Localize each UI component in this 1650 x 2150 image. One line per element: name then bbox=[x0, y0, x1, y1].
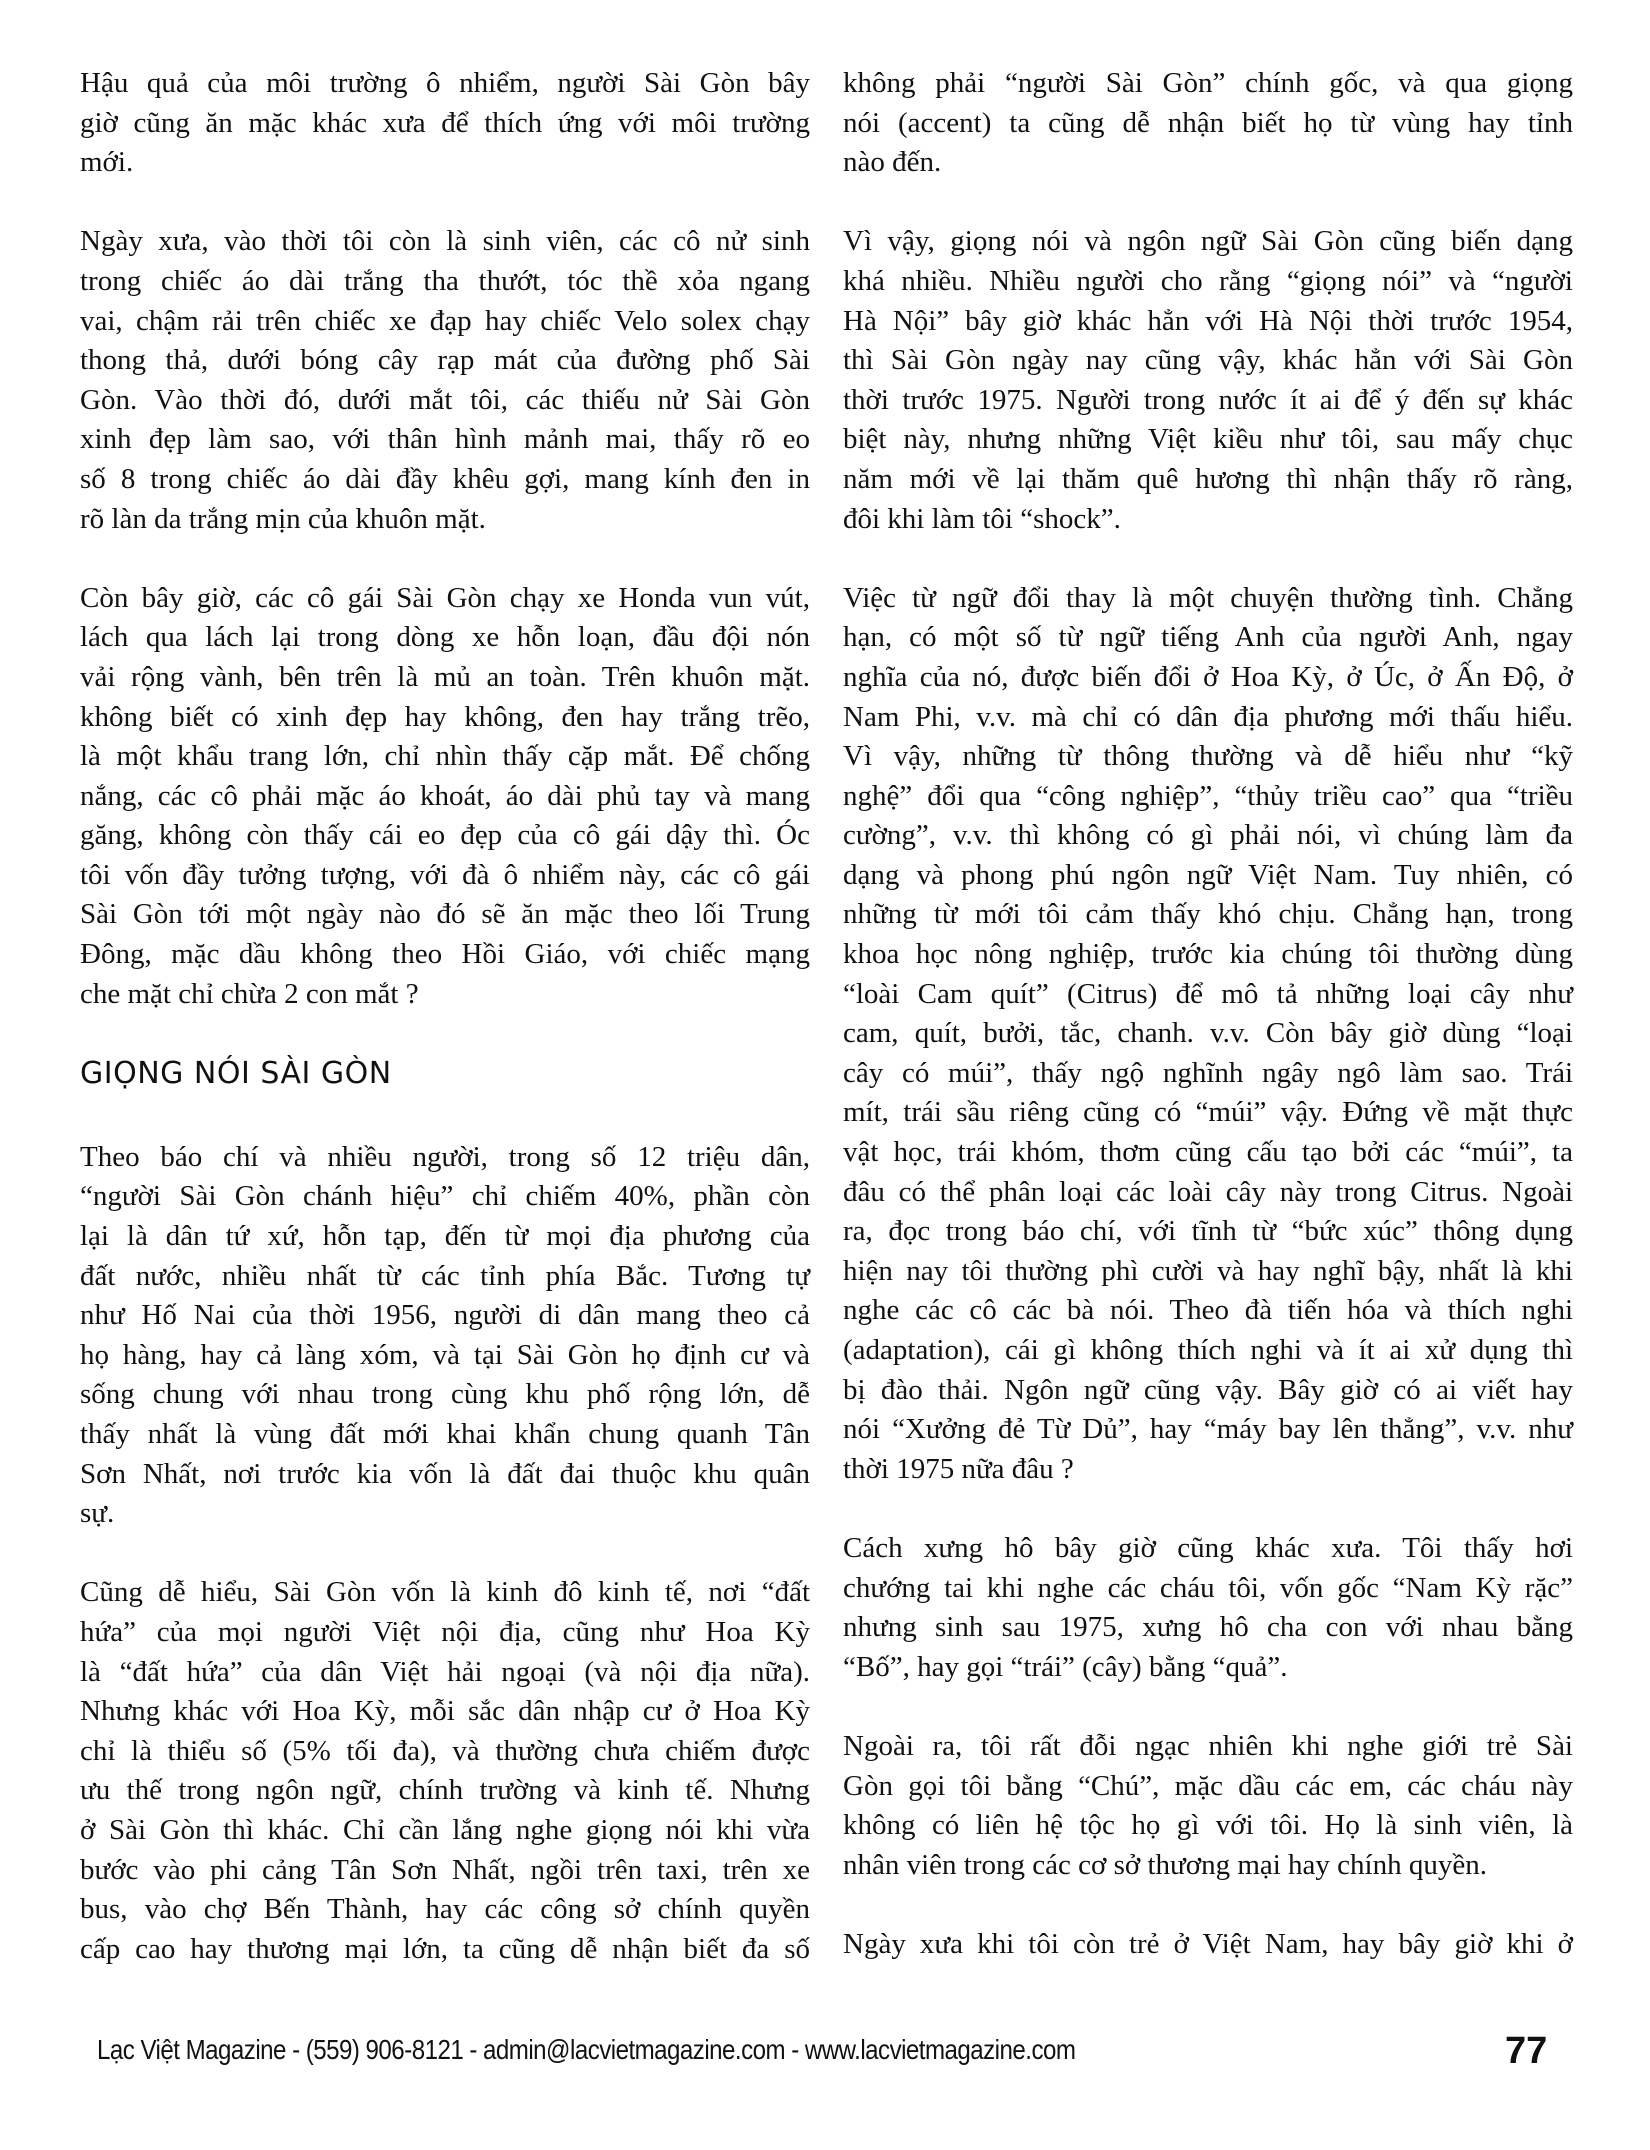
text-line-content: xinh đẹp làm sao, với thân hình mảnh mai, thấy rõ eo bbox=[80, 423, 810, 456]
text-line-content: “loài Cam quít” (Citrus) để mô tả những loại cây như bbox=[843, 977, 1573, 1010]
text-line-content: là “đất hứa” của dân Việt hải ngoại (và nội địa nữa). bbox=[80, 1655, 810, 1688]
text-line bbox=[80, 658, 810, 698]
text-line-content: ưu thế trong ngôn ngữ, chính trường và kinh tế. Nhưng bbox=[80, 1774, 810, 1807]
text-line bbox=[80, 1296, 810, 1336]
text-line bbox=[80, 1851, 810, 1891]
text-line-content: Gòn. Vào thời đó, dưới mắt tôi, các thiếu nử Sài Gòn bbox=[80, 383, 810, 416]
text-line-content: là một khẩu trang lớn, chỉ nhìn thấy cặp mắt. Để chống bbox=[80, 740, 810, 773]
text-line-content: dạng và phong phú ngôn ngữ Việt Nam. Tuy nhiên, có bbox=[843, 858, 1573, 891]
text-line bbox=[80, 1573, 810, 1613]
text-line-content: Đông, mặc dầu không theo Hồi Giáo, với chiếc mạng bbox=[80, 938, 810, 971]
text-line-content: trong chiếc áo dài trắng tha thướt, tóc thề xỏa ngang bbox=[80, 264, 810, 297]
left-paragraphs-before-heading bbox=[80, 64, 810, 1014]
text-line bbox=[80, 1415, 810, 1455]
text-line bbox=[80, 777, 810, 817]
text-line bbox=[843, 1608, 1573, 1648]
text-line bbox=[843, 895, 1573, 935]
left-paragraphs-after-heading bbox=[80, 1138, 810, 1969]
text-line bbox=[80, 1692, 810, 1732]
text-line-content: Ngoài ra, tôi rất đỗi ngạc nhiên khi nghe giới trẻ Sài bbox=[843, 1729, 1573, 1762]
text-line bbox=[80, 420, 810, 460]
text-line-content: Hà Nội” bây giờ khác hẳn với Hà Nội thời trước 1954, bbox=[843, 304, 1573, 337]
text-line-content: sống chung với nhau trong cùng khu phố rộng lớn, dễ bbox=[80, 1378, 810, 1411]
text-line bbox=[80, 381, 810, 421]
paragraph bbox=[80, 222, 810, 539]
text-line-content: họ hàng, hay cả làng xóm, và tại Sài Gòn họ định cư và bbox=[80, 1338, 810, 1371]
text-line-content: thời trước 1975. Người trong nước ít ai để ý đến sự khác bbox=[843, 383, 1573, 416]
text-line bbox=[843, 420, 1573, 460]
text-line bbox=[843, 262, 1573, 302]
text-line-content: Nam Phi, v.v. mà chỉ có dân địa phương mới thấu hiểu. bbox=[843, 700, 1573, 733]
text-line bbox=[80, 341, 810, 381]
text-line-content: Hậu quả của môi trường ô nhiểm, người Sài Gòn bây bbox=[80, 67, 810, 99]
text-line bbox=[843, 1410, 1573, 1450]
text-line bbox=[843, 1925, 1573, 1965]
text-line-content: Nhưng khác với Hoa Kỳ, mỗi sắc dân nhập cư ở Hoa Kỳ bbox=[80, 1695, 810, 1728]
text-line bbox=[80, 895, 810, 935]
paragraph bbox=[843, 1529, 1573, 1687]
text-line-content: ở Sài Gòn thì khác. Chỉ cần lắng nghe giọng nói khi vừa bbox=[80, 1813, 810, 1846]
text-line bbox=[843, 856, 1573, 896]
text-line bbox=[843, 1727, 1573, 1767]
text-line bbox=[80, 1138, 810, 1178]
text-line-content: Cũng dễ hiểu, Sài Gòn vốn là kinh đô kinh tế, nơi “đất bbox=[80, 1576, 810, 1609]
text-line-content: số 8 trong chiếc áo dài đầy khêu gợi, mang kính đen in bbox=[80, 462, 810, 495]
text-line-content: không có liên hệ tộc họ gì với tôi. Họ là sinh viên, là bbox=[843, 1809, 1573, 1842]
text-line-content: lách qua lách lại trong dòng xe hỗn loạn, đầu đội nón bbox=[80, 621, 810, 654]
text-line-content: cấp cao hay thương mại lớn, ta cũng dễ nhận biết đa số bbox=[80, 1932, 810, 1965]
text-line bbox=[843, 1331, 1573, 1371]
text-line bbox=[843, 1846, 1573, 1886]
text-line bbox=[843, 1806, 1573, 1846]
text-line-content: đâu có thể phân loại các loài cây này trong Citrus. Ngoài bbox=[843, 1175, 1573, 1208]
text-line-content: Theo báo chí và nhiều người, trong số 12 triệu dân, bbox=[80, 1140, 810, 1173]
paragraph bbox=[843, 64, 1573, 183]
text-line-content: ra, đọc trong báo chí, với tĩnh từ “bức xúc” thông dụng bbox=[843, 1215, 1573, 1248]
text-line bbox=[843, 1212, 1573, 1252]
page-number: 77 bbox=[1505, 2030, 1548, 2072]
text-line-content: khá nhiều. Nhiều người cho rằng “giọng nói” và “người bbox=[843, 264, 1573, 297]
text-line bbox=[843, 975, 1573, 1015]
text-line bbox=[80, 104, 810, 144]
text-line-content: “Bố”, hay gọi “trái” (cây) bằng “quả”. bbox=[843, 1650, 1288, 1683]
text-line-content: rõ làn da trắng mịn của khuôn mặt. bbox=[80, 502, 486, 535]
text-line bbox=[80, 698, 810, 738]
text-line-content: khoa học nông nghiệp, trước kia chúng tôi thường dùng bbox=[843, 938, 1573, 971]
text-line bbox=[843, 1054, 1573, 1094]
text-line bbox=[80, 1257, 810, 1297]
text-line bbox=[80, 1494, 810, 1534]
text-line-content: Còn bây giờ, các cô gái Sài Gòn chạy xe Honda vun vút, bbox=[80, 581, 810, 614]
text-line bbox=[843, 698, 1573, 738]
right-column bbox=[843, 64, 1573, 2004]
text-line-content: cam, quít, bưởi, tắc, chanh. v.v. Còn bây giờ dùng “loại bbox=[843, 1017, 1573, 1050]
text-line bbox=[843, 104, 1573, 144]
text-line bbox=[843, 1529, 1573, 1569]
text-line-content: chướng tai khi nghe các cháu tôi, vốn gốc “Nam Kỳ rặc” bbox=[843, 1571, 1573, 1604]
paragraph bbox=[80, 1138, 810, 1534]
text-line-content: (adaptation), cái gì không thích nghi và ít ai xử dụng thì bbox=[843, 1334, 1573, 1366]
text-line-content: nói (accent) ta cũng dễ nhận biết họ từ vùng hay tỉnh bbox=[843, 106, 1573, 139]
text-line bbox=[843, 935, 1573, 975]
text-line-content: vải rộng vành, bên trên là mủ an toàn. Trên khuôn mặt. bbox=[80, 660, 810, 693]
text-line bbox=[843, 1569, 1573, 1609]
text-line-content: thì Sài Gòn ngày nay cũng vậy, khác hẳn với Sài Gòn bbox=[843, 344, 1573, 377]
text-line bbox=[843, 381, 1573, 421]
text-line-content: nói “Xưởng đẻ Từ Dủ”, hay “máy bay lên thẳng”, v.v. như bbox=[843, 1413, 1573, 1446]
text-line bbox=[80, 856, 810, 896]
text-line bbox=[80, 1613, 810, 1653]
text-line-content: bus, vào chợ Bến Thành, hay các công sở chính quyền bbox=[80, 1893, 810, 1926]
text-line-content: vai, chậm rải trên chiếc xe đạp hay chiếc Velo solex chạy bbox=[80, 304, 810, 337]
text-line bbox=[843, 500, 1573, 540]
text-line bbox=[80, 975, 810, 1015]
text-line bbox=[843, 1133, 1573, 1173]
text-line bbox=[80, 143, 810, 183]
footer-contact-info: Lạc Việt Magazine - (559) 906-8121 - admin@lacvietmagazine.com - www.lacvietmagazine.com bbox=[97, 2034, 1076, 2065]
text-line bbox=[843, 579, 1573, 619]
text-line-content: mít, trái sầu riêng cũng có “múi” vậy. Đứng về mặt thực bbox=[843, 1096, 1573, 1129]
text-line bbox=[80, 1732, 810, 1772]
text-line bbox=[80, 1336, 810, 1376]
paragraph bbox=[80, 579, 810, 1015]
text-line-content: nghĩa của nó, được biến đổi ở Hoa Kỳ, ở Úc, ở Ấn Độ, ở bbox=[843, 660, 1573, 693]
text-line-content: hứa” của mọi người Việt nội địa, cũng như Hoa Kỳ bbox=[80, 1615, 810, 1648]
text-line-content: sự. bbox=[80, 1497, 115, 1530]
paragraph bbox=[80, 64, 810, 183]
page-footer bbox=[97, 2030, 1567, 2070]
text-line bbox=[843, 341, 1573, 381]
text-line bbox=[843, 64, 1573, 104]
text-line bbox=[80, 1375, 810, 1415]
text-line-content: không phải “người Sài Gòn” chính gốc, và qua giọng bbox=[843, 67, 1573, 99]
text-line-content: Sơn Nhất, nơi trước kia vốn là đất đai thuộc khu quân bbox=[80, 1457, 810, 1490]
text-line-content: nghe các cô các bà nói. Theo đà tiến hóa và thích nghi bbox=[843, 1294, 1573, 1327]
text-line bbox=[843, 1450, 1573, 1490]
text-line bbox=[843, 658, 1573, 698]
text-line bbox=[843, 1252, 1573, 1292]
text-line bbox=[843, 1093, 1573, 1133]
text-line-content: hiện nay tôi thường phì cười và hay nghĩ bậy, nhất là khi bbox=[843, 1254, 1573, 1287]
text-line bbox=[80, 579, 810, 619]
text-line bbox=[80, 64, 810, 104]
section-heading: GIỌNG NÓI SÀI GÒN bbox=[80, 1055, 392, 1091]
text-line bbox=[80, 222, 810, 262]
text-line bbox=[80, 1811, 810, 1851]
text-line bbox=[843, 816, 1573, 856]
text-line bbox=[843, 460, 1573, 500]
text-line-content: Sài Gòn tới một ngày nào đó sẽ ăn mặc theo lối Trung bbox=[80, 898, 810, 931]
text-line bbox=[843, 1173, 1573, 1213]
text-line bbox=[843, 737, 1573, 777]
text-line bbox=[80, 935, 810, 975]
text-line-content: tôi vốn đầy tưởng tượng, với đà ô nhiểm này, các cô gái bbox=[80, 858, 810, 891]
text-line bbox=[843, 1648, 1573, 1688]
text-line bbox=[80, 618, 810, 658]
text-line-content: găng, không còn thấy cái eo đẹp của cô gái dậy thì. Óc bbox=[80, 819, 810, 852]
text-line bbox=[80, 1653, 810, 1693]
text-line bbox=[80, 1930, 810, 1970]
text-line-content: nhưng sinh sau 1975, xưng hô cha con với nhau bằng bbox=[843, 1611, 1573, 1644]
text-line bbox=[80, 1455, 810, 1495]
text-line-content: thong thả, dưới bóng cây rạp mát của đường phố Sài bbox=[80, 344, 810, 377]
right-paragraphs bbox=[843, 64, 1573, 1965]
text-line bbox=[80, 262, 810, 302]
text-line bbox=[80, 302, 810, 342]
text-line bbox=[80, 816, 810, 856]
text-line bbox=[80, 500, 810, 540]
text-line-content: Ngày xưa, vào thời tôi còn là sinh viên, các cô nử sinh bbox=[80, 225, 810, 258]
text-line-content: bị đào thải. Ngôn ngữ cũng vậy. Bây giờ có ai viết hay bbox=[843, 1373, 1573, 1406]
text-line-content: chỉ là thiểu số (5% tối đa), và thường chưa chiếm được bbox=[80, 1734, 810, 1767]
text-line-content: biệt này, nhưng những Việt kiều như tôi, sau mấy chục bbox=[843, 423, 1573, 456]
text-line-content: đôi khi làm tôi “shock”. bbox=[843, 502, 1121, 535]
left-column bbox=[80, 64, 810, 2009]
text-line-content: thấy nhất là vùng đất mới khai khẩn chung quanh Tân bbox=[80, 1418, 810, 1450]
text-line bbox=[843, 222, 1573, 262]
text-line bbox=[843, 302, 1573, 342]
text-line-content: những từ mới tôi cảm thấy khó chịu. Chẳng hạn, trong bbox=[843, 898, 1573, 931]
text-line-content: thời 1975 nữa đâu ? bbox=[843, 1452, 1074, 1485]
text-line-content: năm mới về lại thăm quê hương thì nhận thấy rõ ràng, bbox=[843, 462, 1573, 495]
paragraph bbox=[843, 222, 1573, 539]
text-line-content: bước vào phi cảng Tân Sơn Nhất, ngồi trên taxi, trên xe bbox=[80, 1853, 810, 1886]
text-line-content: Cách xưng hô bây giờ cũng khác xưa. Tôi thấy hơi bbox=[843, 1531, 1573, 1564]
text-line-content: “người Sài Gòn chánh hiệu” chỉ chiếm 40%, phần còn bbox=[80, 1180, 810, 1213]
text-line-content: nắng, các cô phải mặc áo khoát, áo dài phủ tay và mang bbox=[80, 779, 810, 812]
text-line-content: cường”, v.v. thì không có gì phải nói, vì chúng làm đa bbox=[843, 819, 1573, 852]
text-line bbox=[843, 1767, 1573, 1807]
text-line bbox=[843, 1291, 1573, 1331]
text-line-content: vật học, trái khóm, thơm cũng cấu tạo bởi các “múi”, ta bbox=[843, 1136, 1573, 1169]
text-line-content: lại là dân tứ xứ, hỗn tạp, đến từ mọi địa phương của bbox=[80, 1220, 810, 1253]
text-line bbox=[80, 1217, 810, 1257]
text-line bbox=[843, 143, 1573, 183]
text-line-content: mới. bbox=[80, 146, 134, 179]
text-line bbox=[80, 1771, 810, 1811]
text-line bbox=[843, 777, 1573, 817]
text-line-content: đất nước, nhiều nhất từ các tỉnh phía Bắc. Tương tự bbox=[80, 1259, 810, 1292]
text-line-content: hạn, có một số từ ngữ tiếng Anh của người Anh, ngay bbox=[843, 621, 1573, 654]
text-line-content: che mặt chỉ chừa 2 con mắt ? bbox=[80, 977, 419, 1010]
text-line bbox=[843, 1371, 1573, 1411]
text-line bbox=[80, 737, 810, 777]
text-line bbox=[80, 1890, 810, 1930]
text-line-content: cây có múi”, thấy ngộ nghĩnh ngây ngô làm sao. Trái bbox=[843, 1056, 1573, 1089]
text-line bbox=[843, 1014, 1573, 1054]
text-line-content: như Hố Nai của thời 1956, người di dân mang theo cả bbox=[80, 1299, 810, 1332]
paragraph bbox=[843, 579, 1573, 1490]
text-line-content: Ngày xưa khi tôi còn trẻ ở Việt Nam, hay bây giờ khi ở bbox=[843, 1927, 1573, 1960]
text-line-content: giờ cũng ăn mặc khác xưa để thích ứng với môi trường bbox=[80, 106, 810, 139]
text-line-content: nghệ” đổi qua “công nghiệp”, “thủy triều cao” qua “triều bbox=[843, 779, 1573, 812]
paragraph bbox=[843, 1727, 1573, 1885]
text-line-content: nhân viên trong các cơ sở thương mại hay chính quyền. bbox=[843, 1848, 1487, 1881]
text-line-content: Vì vậy, những từ thông thường và dễ hiểu như “kỹ bbox=[843, 740, 1573, 773]
text-line-content: Gòn gọi tôi bằng “Chú”, mặc dầu các em, các cháu này bbox=[843, 1769, 1573, 1802]
text-line-content: nào đến. bbox=[843, 146, 942, 179]
text-line bbox=[843, 618, 1573, 658]
text-line bbox=[80, 1177, 810, 1217]
paragraph bbox=[80, 1573, 810, 1969]
paragraph bbox=[843, 1925, 1573, 1965]
text-line bbox=[80, 460, 810, 500]
text-line-content: không biết có xinh đẹp hay không, đen hay trắng trẽo, bbox=[80, 700, 810, 733]
text-line-content: Vì vậy, giọng nói và ngôn ngữ Sài Gòn cũng biến dạng bbox=[843, 225, 1573, 258]
text-line-content: Việc từ ngữ đổi thay là một chuyện thường tình. Chẳng bbox=[843, 581, 1573, 614]
